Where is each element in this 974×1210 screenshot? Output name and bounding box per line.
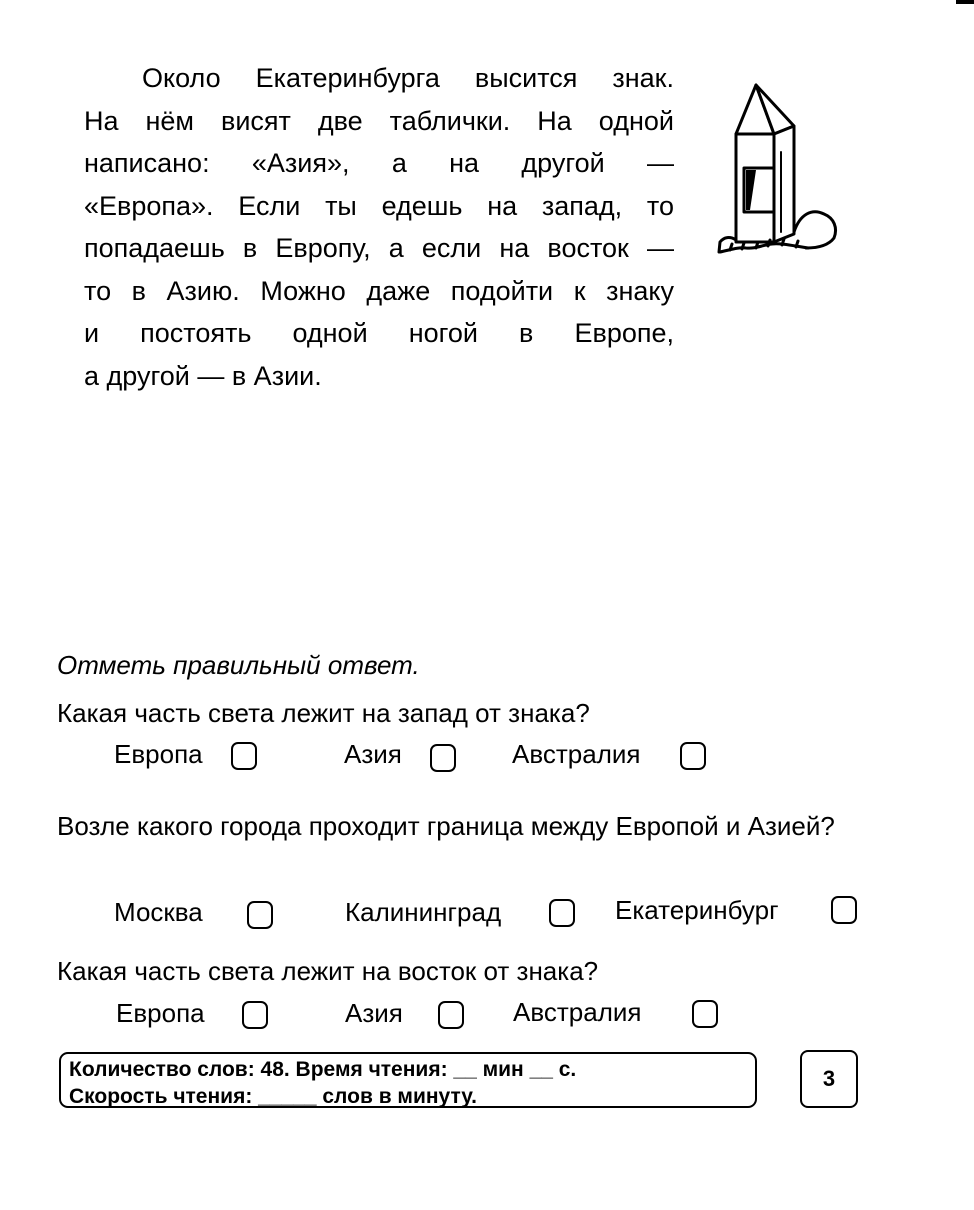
passage-line: Около Екатеринбурга высится знак.: [142, 63, 674, 93]
q2-option-label[interactable]: Калининград: [345, 897, 502, 927]
q1-option-checkbox[interactable]: [680, 742, 706, 770]
question-1-text: Какая часть света лежит на запад от знака?: [57, 698, 590, 728]
corner-mark: [956, 0, 974, 4]
instruction-text: Отметь правильный ответ.: [57, 650, 420, 680]
q1-option-checkbox[interactable]: [430, 744, 456, 772]
word-count-and-time: Количество слов: 48. Время чтения: __ мин __ с.: [69, 1058, 577, 1081]
q1-option-label[interactable]: Европа: [114, 739, 203, 769]
reading-stats-box: [59, 1052, 757, 1108]
q3-option-checkbox[interactable]: [242, 1001, 268, 1029]
passage-line: написано: «Азия», а на другой —: [84, 148, 674, 178]
question-3-text: Какая часть света лежит на восток от знака?: [57, 956, 599, 986]
q3-option-label[interactable]: Азия: [345, 998, 403, 1028]
passage-line: попадаешь в Европу, а если на восток —: [84, 233, 674, 263]
passage-line: то в Азию. Можно даже подойти к знаку: [84, 275, 674, 306]
q1-option-label[interactable]: Азия: [344, 739, 402, 769]
page-number: 3: [800, 1050, 858, 1108]
q3-option-checkbox[interactable]: [438, 1001, 464, 1029]
q2-option-label[interactable]: Москва: [114, 897, 203, 927]
passage-line: а другой — в Азии.: [84, 360, 322, 391]
passage-line: и постоять одной ногой в Европе,: [84, 318, 674, 348]
reading-passage: [84, 57, 674, 397]
reading-speed: Скорость чтения: _____ слов в минуту.: [69, 1085, 477, 1108]
q1-option-label[interactable]: Австралия: [512, 739, 641, 769]
question-2-text: Возле какого города проходит граница между Европой и Азией?: [57, 811, 835, 841]
q2-option-checkbox[interactable]: [247, 901, 273, 929]
q2-option-checkbox[interactable]: [549, 899, 575, 927]
q2-option-checkbox[interactable]: [831, 896, 857, 924]
europe-asia-border-obelisk-icon: [716, 82, 844, 262]
passage-line: «Европа». Если ты едешь на запад, то: [84, 190, 674, 221]
q3-option-label[interactable]: Европа: [116, 998, 205, 1028]
q3-option-checkbox[interactable]: [692, 1000, 718, 1028]
q3-option-label[interactable]: Австралия: [513, 997, 642, 1027]
passage-line: На нём висят две таблички. На одной: [84, 105, 674, 136]
q1-option-checkbox[interactable]: [231, 742, 257, 770]
q2-option-label[interactable]: Екатеринбург: [615, 895, 779, 925]
